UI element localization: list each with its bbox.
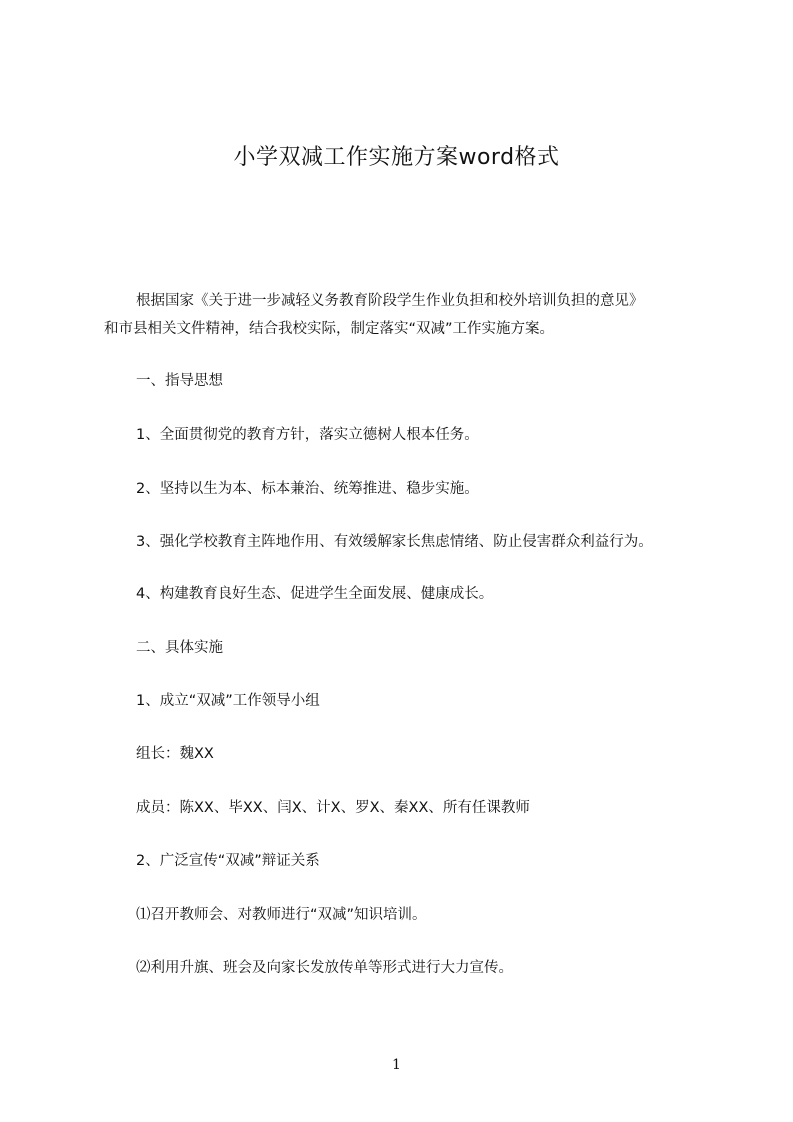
subsection-heading-publicity: 2、广泛宣传“双减”辩证关系 (136, 853, 320, 869)
section-heading-guiding-ideology: 一、指导思想 (136, 373, 223, 389)
section-heading-implementation: 二、具体实施 (136, 640, 223, 656)
guiding-item-4: 4、构建教育良好生态、促进学生全面发展、健康成长。 (136, 586, 494, 602)
publicity-item-1: ⑴召开教师会、对教师进行“双减”知识培训。 (136, 907, 427, 923)
publicity-item-2: ⑵利用升旗、班会及向家长发放传单等形式进行大力宣传。 (136, 960, 513, 976)
page-number: 1 (392, 1057, 401, 1073)
document-title: 小学双减工作实施方案word格式 (233, 145, 560, 170)
intro-paragraph-line-1: 根据国家《关于进一步减轻义务教育阶段学生作业负担和校外培训负担的意见》 (136, 293, 644, 309)
guiding-item-1: 1、全面贯彻党的教育方针，落实立德树人根本任务。 (136, 427, 479, 443)
guiding-item-3: 3、强化学校教育主阵地作用、有效缓解家长焦虑情绪、防止侵害群众利益行为。 (136, 534, 653, 550)
guiding-item-2: 2、坚持以生为本、标本兼治、统筹推进、稳步实施。 (136, 481, 479, 497)
leader-line: 组长：魏XX (136, 746, 214, 762)
members-line: 成员：陈XX、毕XX、闫X、计X、罗X、秦XX、所有任课教师 (136, 800, 530, 816)
intro-paragraph-line-2: 和市县相关文件精神，结合我校实际，制定落实“双减”工作实施方案。 (104, 321, 555, 337)
subsection-heading-leadership-group: 1、成立“双减”工作领导小组 (136, 693, 320, 709)
